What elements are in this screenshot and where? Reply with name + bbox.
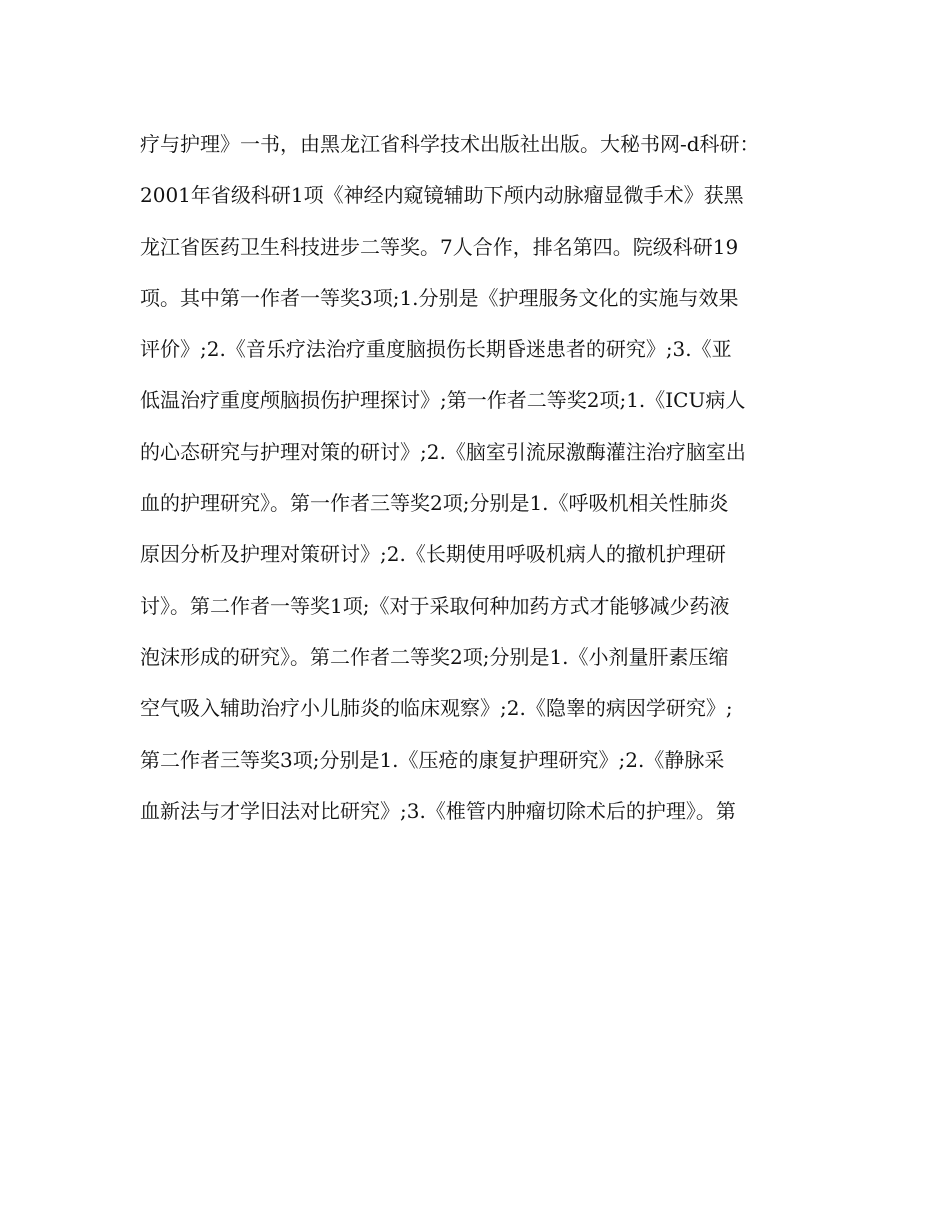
text-line-2: 2001年省级科研1项《神经内窥镜辅助下颅内动脉瘤显微手术》获黑 [140, 183, 744, 208]
text-line-11: 泡沫形成的研究》。第二作者二等奖2项;分别是1.《小剂量肝素压缩 [140, 644, 729, 669]
text-line-3: 龙江省医药卫生科技进步二等奖。7人合作，排名第四。院级科研19 [140, 234, 739, 259]
text-line-7: 的心态研究与护理对策的研讨》;2.《脑室引流尿激酶灌注治疗脑室出 [140, 439, 746, 464]
text-line-13: 第二作者三等奖3项;分别是1.《压疮的康复护理研究》;2.《静脉采 [140, 747, 725, 772]
text-line-6: 低温治疗重度颅脑损伤护理探讨》;第一作者二等奖2项;1.《ICU病人 [140, 388, 746, 413]
text-line-1: 疗与护理》一书，由黑龙江省科学技术出版社出版。大秘书网-d科研： [140, 132, 760, 156]
text-line-9: 原因分析及护理对策研讨》;2.《长期使用呼吸机病人的撤机护理研 [140, 542, 726, 567]
text-line-14: 血新法与才学旧法对比研究》;3.《椎管内肿瘤切除术后的护理》。第 [140, 798, 736, 823]
text-line-8: 血的护理研究》。第一作者三等奖2项;分别是1.《呼吸机相关性肺炎 [140, 491, 729, 516]
text-line-10: 讨》。第二作者一等奖1项;《对于采取何种加药方式才能够减少药液 [140, 593, 730, 618]
text-line-4: 项。其中第一作者一等奖3项;1.分别是《护理服务文化的实施与效果 [140, 285, 739, 310]
text-line-5: 评价》;2.《音乐疗法治疗重度脑损伤长期昏迷患者的研究》;3.《亚 [140, 337, 732, 362]
text-line-12: 空气吸入辅助治疗小儿肺炎的临床观察》;2.《隐睾的病因学研究》; [140, 696, 733, 721]
body-text [140, 124, 820, 842]
